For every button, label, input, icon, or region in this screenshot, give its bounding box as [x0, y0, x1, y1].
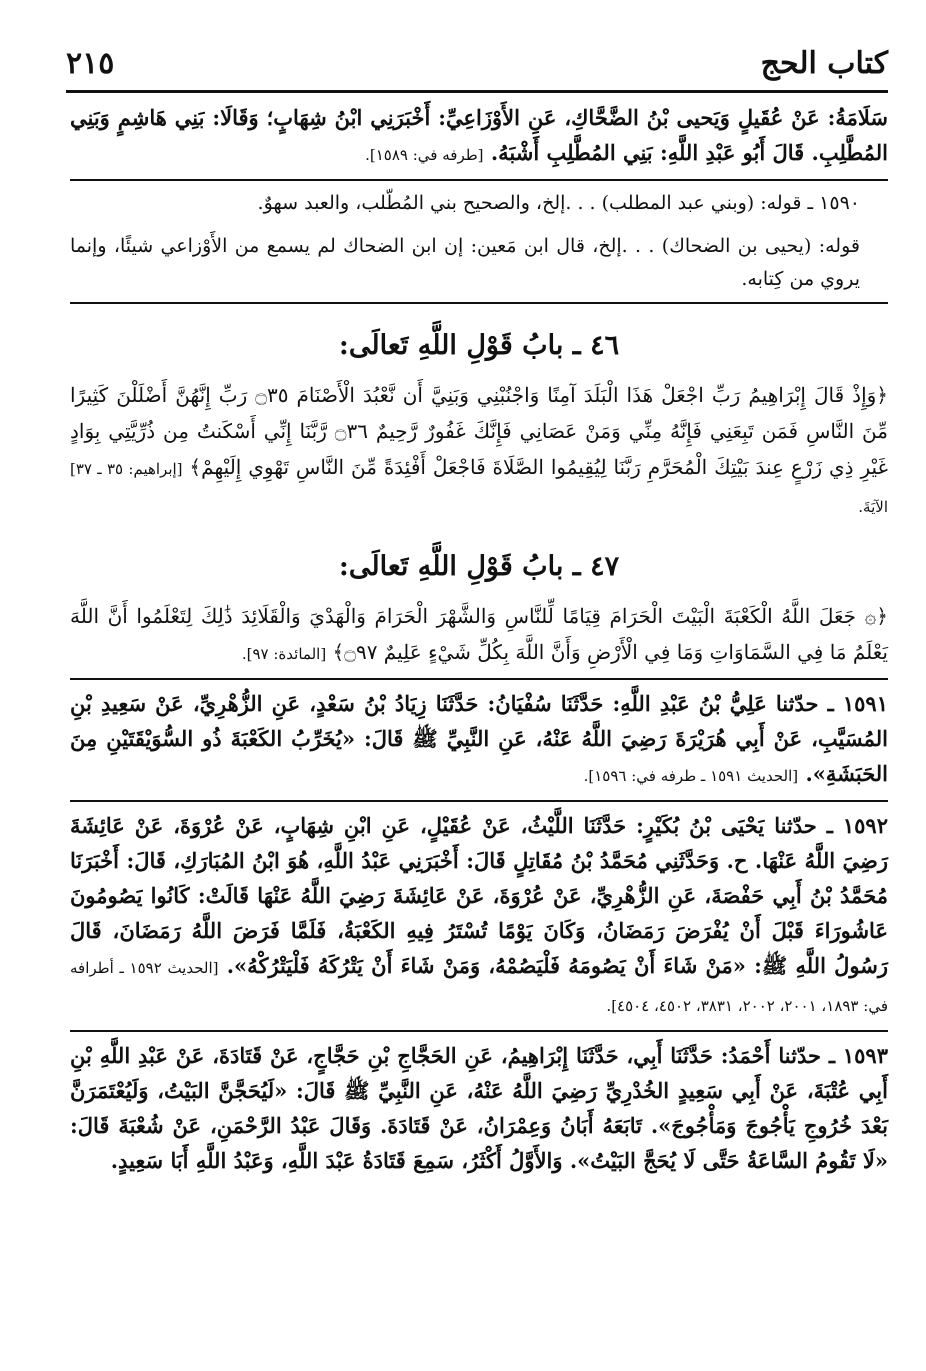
commentary-rule-top [70, 179, 888, 181]
section-rule-1593 [70, 1030, 888, 1032]
chapter-46-verse [70, 377, 888, 525]
commentary-gap [70, 220, 888, 230]
hadith-1589-text: سَلَامَةُ: عَنْ عُقَيلٍ وَيَحيى بْنُ الضَّحَّاكِ، عَنِ الأَوْزَاعِيِّ: أَخْبَرَنِي ابْنُ شِهَابٍ؛ وَقَالَا: بَنِي هَاشِمٍ وَبَنِي المُطَّلِبِ. قَالَ أَبُو عَبْدِ اللَّهِ: بَنِي المُطَّلِبِ أَشْبَهُ. [70, 105, 888, 165]
book-title: كتاب الحج [760, 46, 888, 81]
section-rule-1592 [70, 800, 888, 802]
chapter-47-verse-ref: [المائدة: ٩٧]. [241, 645, 327, 663]
hadith-1592-ref: [الحديث ١٥٩٢ ـ أطرافه في: ١٨٩٣، ٢٠٠١، ٢٠٠٢، ٣٨٣١، ٤٥٠٢، ٤٥٠٤]. [70, 959, 888, 1015]
chapter-47-title: ٤٧ ـ بابُ قَوْلِ اللَّهِ تَعالَى: [338, 551, 620, 582]
chapter-47-verse [70, 598, 888, 672]
hadith-1591-text: ١٥٩١ ـ حدّثنا عَلِيُّ بْنُ عَبْدِ اللَّهِ: حَدَّثَنَا سُفْيَانُ: حَدَّثَنَا زِيَادُ بْنُ سَعْدٍ، عَنِ الزُّهْرِيِّ، عَنْ سَعِيدِ بْنِ المُسَيَّبِ، عَنْ أَبِي هُرَيْرَةَ رَضِيَ اللَّهُ عَنْهُ، عَنِ النَّبِيِّ ﷺ قَالَ: «يُخَرِّبُ الكَعْبَةَ ذُو السُّوَيْقَتَيْنِ مِنَ الحَبَشَةِ». [70, 691, 888, 786]
hadith-1593: ١٥٩٣ ـ حدّثنا أَحْمَدُ: حَدَّثَنَا أَبِي، حَدَّثَنَا إِبْرَاهِيمُ، عَنِ الحَجَّاجِ بْنِ حَجَّاجٍ، عَنْ قَتَادَةَ، عَنْ عَبْدِ اللَّهِ بْنِ أَبِي عُتْبَةَ، عَنْ أَبِي سَعِيدٍ الخُدْرِيِّ رَضِيَ اللَّهُ عَنْهُ، عَنِ النَّبِيِّ ﷺ قَالَ: «لَيُحَجَّنَّ البَيْتُ، وَلَيُعْتَمَرَنَّ بَعْدَ خُرُوجِ يَأْجُوجَ وَمَأْجُوجَ». تَابَعَهُ أَبَانُ وَعِمْرَانُ، عَنْ قَتَادَةَ. وَقَالَ عَبْدُ الرَّحْمَنِ، عَنْ شُعْبَةَ قَالَ: «لَا تَقُومُ السَّاعَةُ حَتَّى لَا يُحَجَّ البَيْتُ». وَالأَوَّلُ أَكْثَرُ، سَمِعَ قَتَادَةُ عَبْدَ اللَّهِ، وَعَبْدُ اللَّهِ أَبَا سَعِيدٍ. [70, 1043, 888, 1173]
hadith-1589-end [70, 100, 888, 173]
hadith-1592 [70, 808, 888, 1024]
chapter-47-verse-text: ﴿۞ جَعَلَ اللَّهُ الْكَعْبَةَ الْبَيْتَ الْحَرَامَ قِيَامًا لِّلنَّاسِ وَالشَّهْرَ الْحَرَامَ وَالْهَدْيَ وَالْقَلَائِدَ ذَٰلِكَ لِتَعْلَمُوا أَنَّ اللَّهَ يَعْلَمُ مَا فِي السَّمَاوَاتِ وَمَا فِي الْأَرْضِ وَأَنَّ اللَّهَ بِكُلِّ شَيْءٍ عَلِيمٌ ۝٩٧﴾ [70, 604, 888, 664]
hadith-1592-text: ١٥٩٢ ـ حدّثنا يَحْيَى بْنُ بُكَيْرٍ: حَدَّثَنَا اللَّيْثُ، عَنْ عُقَيْلٍ، عَنِ ابْنِ شِهَابٍ، عَنْ عُرْوَةَ، عَنْ عَائِشَةَ رَضِيَ اللَّهُ عَنْهَا. ح. وَحَدَّثَنِي مُحَمَّدُ بْنُ مُقَاتِلٍ قَالَ: أَخْبَرَنِي عَبْدُ اللَّهِ، هُوَ ابْنُ المُبَارَكِ، قَالَ: أَخْبَرَنَا مُحَمَّدُ بْنُ أَبِي حَفْصَةَ، عَنِ الزُّهْرِيِّ، عَنْ عُرْوَةَ، عَنْ عَائِشَةَ رَضِيَ اللَّهُ عَنْهَا قَالَتْ: كَانُوا يَصُومُونَ عَاشُورَاءَ قَبْلَ أَنْ يُفْرَضَ رَمَضَانُ، وَكَانَ يَوْمًا تُسْتَرُ فِيهِ الكَعْبَةُ، فَلَمَّا فَرَضَ اللَّهُ رَمَضَانَ، قَالَ رَسُولُ اللَّهِ ﷺ: «مَنْ شَاءَ أَنْ يَصُومَهُ فَلْيَصُمْهُ، وَمَنْ شَاءَ أَنْ يَتْرُكَهُ فَلْيَتْرُكْهُ». [70, 813, 888, 978]
chapter-46-verse-text: ﴿وَإِذْ قَالَ إِبْرَاهِيمُ رَبِّ اجْعَلْ هَذَا الْبَلَدَ آمِنًا وَاجْنُبْنِي وَبَنِيَّ أَن نَّعْبُدَ الْأَصْنَامَ ۝٣٥ رَبِّ إِنَّهُنَّ أَضْلَلْنَ كَثِيرًا مِّنَ النَّاسِ فَمَن تَبِعَنِي فَإِنَّهُ مِنِّي وَمَنْ عَصَانِي فَإِنَّكَ غَفُورٌ رَّحِيمٌ ۝٣٦ رَّبَّنَا إِنِّي أَسْكَنتُ مِن ذُرِّيَّتِي بِوَادٍ غَيْرِ ذِي زَرْعٍ عِندَ بَيْتِكَ الْمُحَرَّمِ رَبَّنَا لِيُقِيمُوا الصَّلَاةَ فَاجْعَلْ أَفْئِدَةً مِّنَ النَّاسِ تَهْوِي إِلَيْهِمْ﴾ [70, 383, 889, 479]
chapter-46-verse-ref: [إبراهيم: ٣٥ ـ ٣٧] الآيَةَ. [70, 460, 888, 516]
page-header [66, 38, 888, 94]
page-content [70, 100, 888, 1178]
commentary-rule-bottom [70, 302, 888, 304]
commentary-note-2: قوله: (يحيى بن الضحاك) . . .إلخ، قال ابن مَعين: إن ابن الضحاك لم يسمع من الأَوْزاعي شيئًا، وإنما يروي من كِتابه. [70, 235, 860, 290]
page-number: ٢١٥ [66, 46, 115, 81]
chapter-46-title: ٤٦ ـ بابُ قَوْلِ اللَّهِ تَعالَى: [338, 330, 620, 361]
hadith-1589-ref: [طرفه في: ١٥٨٩]. [365, 146, 484, 164]
hadith-1591-ref: [الحديث ١٥٩١ ـ طرفه في: ١٥٩٦]. [583, 767, 799, 785]
hadith-1591 [70, 686, 888, 794]
commentary-note-1: ١٥٩٠ ـ قوله: (وبني عبد المطلب) . . .إلخ، والصحيح بني المُطّلب، والعبد سهوٌ. [257, 192, 860, 214]
header-rule [66, 90, 888, 93]
section-rule-1591 [70, 678, 888, 680]
